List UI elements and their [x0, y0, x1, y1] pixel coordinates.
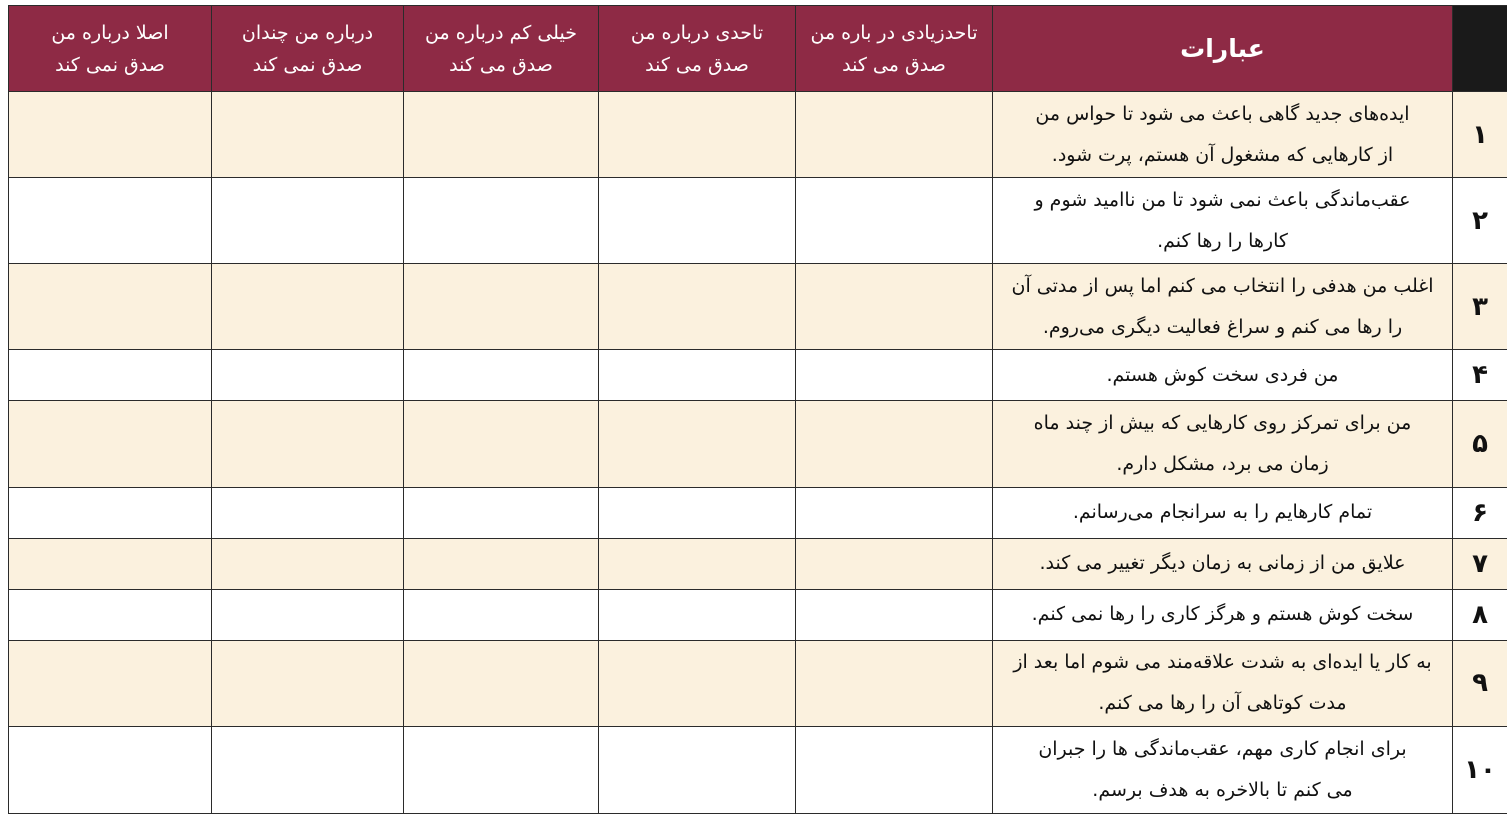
answer-cell[interactable]: [404, 640, 599, 726]
statement-line: از کارهایی که مشغول آن هستم، پرت شود.: [1051, 143, 1394, 166]
table-row: [9, 726, 1507, 813]
option-header-line: صدق می کند: [645, 53, 749, 76]
answer-cell[interactable]: [212, 401, 404, 487]
table-row: [9, 350, 1507, 401]
option-header-very-little: [404, 6, 599, 92]
answer-cell[interactable]: [9, 350, 212, 401]
option-header-very-much: [796, 6, 993, 92]
answer-cell[interactable]: [404, 487, 599, 538]
option-header-line: صدق می کند: [842, 53, 946, 76]
questionnaire-table: [8, 5, 1507, 814]
statement-cell: [993, 640, 1453, 726]
table-row: [9, 640, 1507, 726]
answer-cell[interactable]: [212, 589, 404, 640]
statement-cell: [993, 178, 1453, 264]
row-number: ۳: [1453, 264, 1507, 350]
answer-cell[interactable]: [404, 92, 599, 178]
statement-line: کارها را رها کنم.: [1157, 229, 1288, 252]
table-row: [9, 92, 1507, 178]
option-header-line: صدق می کند: [449, 53, 553, 76]
option-header-line: تاحدزیادی در باره من: [810, 21, 978, 44]
statement-line: می کنم تا بالاخره به هدف برسم.: [1092, 778, 1353, 801]
statement-line: را رها می کنم و سراغ فعالیت دیگری می‌روم.: [1042, 315, 1403, 338]
answer-cell[interactable]: [404, 401, 599, 487]
statement-line: اغلب من هدفی را انتخاب می کنم اما پس از مدتی آن: [1011, 274, 1434, 297]
row-number: ۹: [1453, 640, 1507, 726]
option-header-line: اصلا درباره من: [51, 21, 169, 44]
answer-cell[interactable]: [796, 538, 993, 589]
answer-cell[interactable]: [796, 487, 993, 538]
answer-cell[interactable]: [212, 350, 404, 401]
answer-cell[interactable]: [9, 92, 212, 178]
answer-cell[interactable]: [599, 589, 796, 640]
row-number: ۶: [1453, 487, 1507, 538]
answer-cell[interactable]: [796, 640, 993, 726]
answer-cell[interactable]: [9, 178, 212, 264]
answer-cell[interactable]: [599, 92, 796, 178]
row-number: ۱: [1453, 92, 1507, 178]
answer-cell[interactable]: [796, 726, 993, 813]
statement-line: عقب‌ماندگی باعث نمی شود تا من ناامید شوم و: [1034, 188, 1411, 211]
row-number: ۷: [1453, 538, 1507, 589]
answer-cell[interactable]: [404, 538, 599, 589]
answer-cell[interactable]: [599, 726, 796, 813]
statement-cell: [993, 487, 1453, 538]
answer-cell[interactable]: [599, 350, 796, 401]
answer-cell[interactable]: [599, 538, 796, 589]
answer-cell[interactable]: [404, 350, 599, 401]
table-row: [9, 264, 1507, 350]
answer-cell[interactable]: [796, 92, 993, 178]
statement-line: تمام کارهایم را به سرانجام می‌رسانم.: [1072, 501, 1373, 524]
answer-cell[interactable]: [212, 726, 404, 813]
statement-line: برای انجام کاری مهم، عقب‌ماندگی ها را جبران: [1038, 737, 1407, 760]
option-header-line: خیلی کم درباره من: [425, 21, 577, 44]
option-header-not-at-all: [9, 6, 212, 92]
table-row: [9, 589, 1507, 640]
table-row: [9, 401, 1507, 487]
header-row: [9, 6, 1507, 92]
table-row: [9, 178, 1507, 264]
answer-cell[interactable]: [599, 401, 796, 487]
statement-line: به کار یا ایده‌ای به شدت علاقه‌مند می شوم اما بعد از: [1013, 651, 1432, 674]
table-row: [9, 538, 1507, 589]
row-number: ۲: [1453, 178, 1507, 264]
option-header-line: صدق نمی کند: [55, 53, 165, 76]
answer-cell[interactable]: [796, 350, 993, 401]
statement-line: من فردی سخت کوش هستم.: [1106, 363, 1339, 386]
answer-cell[interactable]: [212, 640, 404, 726]
statement-cell: [993, 350, 1453, 401]
answer-cell[interactable]: [9, 401, 212, 487]
answer-cell[interactable]: [9, 726, 212, 813]
option-header-line: صدق نمی کند: [252, 53, 363, 76]
option-header-line: تاحدی درباره من: [630, 21, 764, 44]
option-header-not-much: [212, 6, 404, 92]
answer-cell[interactable]: [9, 538, 212, 589]
row-number: ۵: [1453, 401, 1507, 487]
answer-cell[interactable]: [599, 487, 796, 538]
answer-cell[interactable]: [9, 264, 212, 350]
answer-cell[interactable]: [599, 640, 796, 726]
answer-cell[interactable]: [212, 487, 404, 538]
answer-cell[interactable]: [404, 726, 599, 813]
header-corner: [1453, 6, 1507, 92]
answer-cell[interactable]: [796, 589, 993, 640]
statement-line: سخت کوش هستم و هرگز کاری را رها نمی کنم.: [1031, 603, 1414, 626]
answer-cell[interactable]: [599, 264, 796, 350]
answer-cell[interactable]: [796, 401, 993, 487]
row-number: ۱۰: [1453, 726, 1507, 813]
statement-line: من برای تمرکز روی کارهایی که بیش از چند ماه: [1033, 411, 1412, 434]
statement-line: ایده‌های جدید گاهی باعث می شود تا حواس من: [1035, 102, 1410, 125]
answer-cell[interactable]: [212, 92, 404, 178]
answer-cell[interactable]: [404, 589, 599, 640]
answer-cell[interactable]: [9, 589, 212, 640]
statements-header: عبارات: [993, 6, 1453, 92]
answer-cell[interactable]: [212, 264, 404, 350]
answer-cell[interactable]: [9, 640, 212, 726]
answer-cell[interactable]: [212, 538, 404, 589]
row-number: ۴: [1453, 350, 1507, 401]
answer-cell[interactable]: [796, 178, 993, 264]
answer-cell[interactable]: [9, 487, 212, 538]
answer-cell[interactable]: [212, 178, 404, 264]
table-row: [9, 487, 1507, 538]
statement-line: علایق من از زمانی به زمان دیگر تغییر می کند.: [1039, 552, 1406, 575]
statement-cell: [993, 264, 1453, 350]
statement-line: زمان می برد، مشکل دارم.: [1116, 452, 1329, 475]
row-number: ۸: [1453, 589, 1507, 640]
answer-cell[interactable]: [404, 178, 599, 264]
answer-cell[interactable]: [796, 264, 993, 350]
answer-cell[interactable]: [599, 178, 796, 264]
answer-cell[interactable]: [404, 264, 599, 350]
statement-line: مدت کوتاهی آن را رها می کنم.: [1098, 692, 1347, 715]
option-header-line: درباره من چندان: [241, 21, 374, 44]
statement-cell: [993, 726, 1453, 813]
statement-cell: [993, 401, 1453, 487]
statement-cell: [993, 92, 1453, 178]
statement-cell: [993, 589, 1453, 640]
option-header-somewhat: [599, 6, 796, 92]
statement-cell: [993, 538, 1453, 589]
